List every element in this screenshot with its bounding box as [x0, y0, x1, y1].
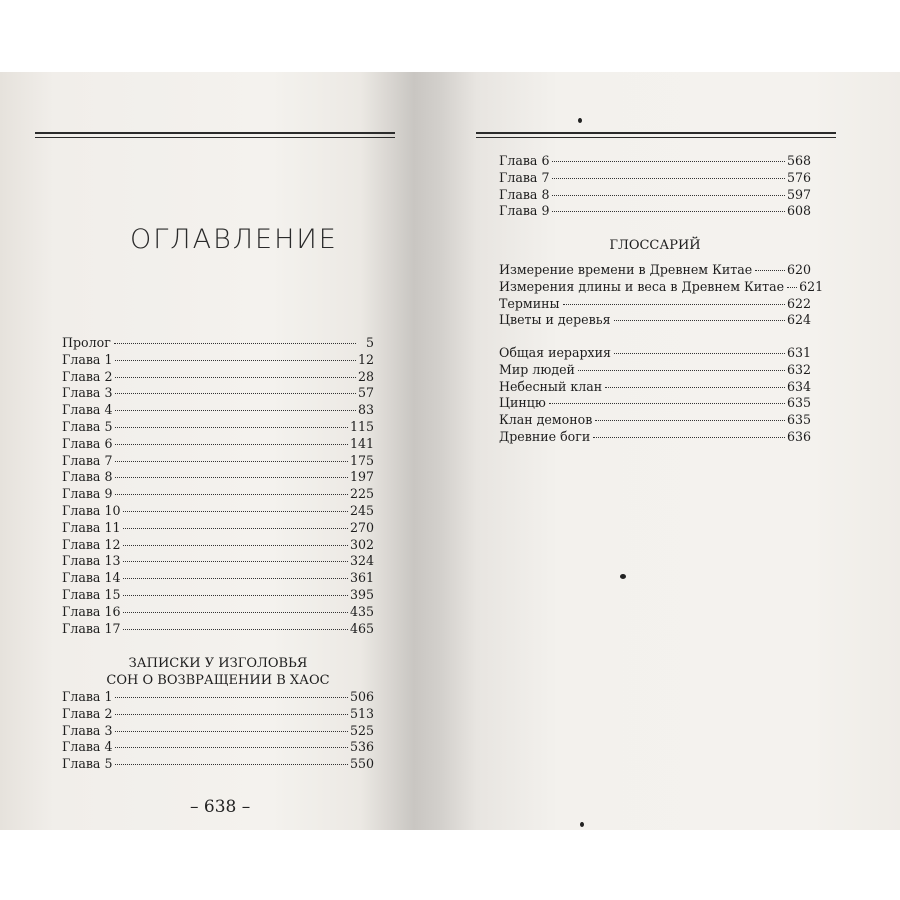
toc-entry-label: Глава 16 [62, 603, 121, 619]
toc-entry-label: Цинцю [499, 395, 546, 411]
dot-leader [552, 178, 784, 179]
toc-entry [62, 689, 374, 706]
toc-entry-label: Глава 3 [62, 385, 113, 401]
dot-leader [605, 387, 785, 388]
toc-entry-label: Глава 9 [499, 203, 550, 219]
hierarchy-list [499, 345, 811, 446]
toc-entry-page: 5 [365, 335, 374, 350]
toc-entry-label: Глава 15 [62, 586, 121, 602]
toc-main-list [62, 335, 374, 637]
toc-entry-label: Глава 17 [62, 620, 121, 636]
toc-entry [62, 756, 374, 773]
toc-entry-page: 361 [349, 570, 374, 586]
dot-leader [115, 697, 347, 698]
toc-entry-label: Глава 13 [62, 553, 121, 569]
dot-leader [115, 360, 356, 361]
toc-entry [62, 503, 374, 520]
toc-entry-page: 634 [786, 378, 811, 394]
toc-entry-page: 12 [357, 351, 374, 367]
page-number: – 638 – [190, 797, 251, 817]
toc-entry [62, 739, 374, 756]
dot-leader [115, 444, 347, 445]
toc-entry [62, 436, 374, 453]
glossary-heading: ГЛОССАРИЙ [609, 238, 701, 253]
toc-entry [499, 278, 824, 296]
paper-speck [580, 822, 584, 827]
toc-entry [499, 395, 811, 412]
dot-leader [115, 477, 347, 478]
toc-entry-page: 197 [349, 469, 374, 485]
dot-leader [123, 545, 347, 546]
toc-entry [62, 335, 374, 352]
dot-leader [593, 437, 785, 438]
dot-leader [115, 377, 356, 378]
toc-entry-page: 435 [349, 603, 374, 619]
toc-entry [499, 412, 811, 429]
toc-entry-label: Глава 8 [499, 186, 550, 202]
toc-entry [62, 385, 374, 402]
dot-leader [787, 287, 797, 288]
glossary-list [499, 262, 824, 329]
paper-speck [620, 574, 626, 579]
toc-entry-label: Пролог [62, 335, 111, 350]
toc-entry-page: 622 [786, 295, 811, 311]
toc-entry-page: 57 [357, 385, 374, 401]
toc-entry [499, 203, 811, 220]
toc-entry-label: Измерение времени в Древнем Китае [499, 262, 753, 277]
toc-entry [62, 352, 374, 369]
page-title: ОГЛАВЛЕНИЕ [130, 224, 338, 255]
toc-entry-label: Глава 7 [62, 452, 113, 468]
toc-entry-label: Глава 14 [62, 570, 121, 586]
toc-entry-label: Глава 9 [62, 486, 113, 502]
toc-entry [62, 621, 374, 638]
toc-entry-label: Глава 2 [62, 705, 113, 721]
dot-leader [115, 764, 347, 765]
left-header-rule [35, 132, 395, 134]
toc-entry-label: Глава 8 [62, 469, 113, 485]
toc-entry-page: 395 [349, 586, 374, 602]
toc-entry-page: 568 [786, 153, 811, 168]
dot-leader [552, 161, 784, 162]
toc-entry-page: 621 [799, 278, 824, 294]
toc-continued-list [499, 153, 811, 220]
toc-entry-label: Термины [499, 295, 560, 311]
toc-entry [62, 486, 374, 503]
toc-entry-page: 83 [357, 402, 374, 418]
dot-leader [755, 270, 785, 271]
dot-leader [115, 427, 347, 428]
toc-entry-page: 550 [349, 756, 374, 772]
dot-leader [123, 595, 347, 596]
toc-entry-label: Глава 5 [62, 756, 113, 772]
toc-entry [499, 379, 811, 396]
toc-entry-page: 635 [786, 412, 811, 428]
toc-entry [62, 469, 374, 486]
dot-leader [552, 211, 784, 212]
toc-entry-label: Глава 10 [62, 502, 121, 518]
dot-leader [595, 420, 785, 421]
toc-entry [499, 362, 811, 379]
toc-entry-label: Клан демонов [499, 412, 593, 428]
toc-entry-page: 536 [349, 739, 374, 755]
toc-entry [62, 369, 374, 386]
toc-entry-label: Глава 5 [62, 418, 113, 434]
toc-entry-page: 597 [786, 186, 811, 202]
toc-entry-page: 115 [349, 418, 374, 434]
dot-leader [123, 561, 347, 562]
toc-entry [62, 570, 374, 587]
toc-entry [62, 553, 374, 570]
toc-entry [499, 187, 811, 204]
section-heading-2: СОН О ВОЗВРАЩЕНИИ В ХАОС [106, 673, 330, 688]
toc-entry-page: 175 [349, 452, 374, 468]
toc-entry-page: 620 [786, 262, 811, 277]
toc-entry [62, 706, 374, 723]
dot-leader [123, 578, 347, 579]
toc-entry-page: 631 [786, 345, 811, 360]
toc-entry-label: Глава 3 [62, 722, 113, 738]
toc-entry-label: Древние боги [499, 428, 591, 444]
dot-leader [549, 403, 785, 404]
toc-entry-page: 141 [349, 435, 374, 451]
toc-entry-label: Глава 6 [62, 435, 113, 451]
dot-leader [123, 629, 347, 630]
toc-entry [499, 296, 811, 313]
toc-entry [62, 537, 374, 554]
dot-leader [115, 393, 356, 394]
toc-entry [62, 723, 374, 740]
toc-entry-page: 513 [349, 705, 374, 721]
dot-leader [115, 731, 347, 732]
dot-leader [115, 747, 347, 748]
toc-entry-label: Небесный клан [499, 378, 603, 394]
dot-leader [115, 410, 356, 411]
dot-leader [114, 343, 356, 344]
toc-entry-label: Глава 1 [62, 689, 113, 704]
toc-entry [499, 153, 811, 170]
toc-entry [62, 453, 374, 470]
toc-entry-label: Глава 6 [499, 153, 550, 168]
dot-leader [552, 195, 784, 196]
toc-entry-page: 28 [357, 368, 374, 384]
toc-entry-page: 635 [786, 395, 811, 411]
toc-entry-page: 525 [349, 722, 374, 738]
section-heading-1: ЗАПИСКИ У ИЗГОЛОВЬЯ [128, 656, 308, 671]
toc-entry [62, 402, 374, 419]
dot-leader [123, 612, 347, 613]
toc-entry-label: Глава 7 [499, 169, 550, 185]
toc-entry-page: 632 [786, 361, 811, 377]
toc-entry-label: Глава 1 [62, 351, 113, 367]
dot-leader [115, 714, 347, 715]
toc-entry-page: 465 [349, 620, 374, 636]
toc-entry [499, 429, 811, 446]
toc-entry-page: 636 [786, 428, 811, 444]
toc-entry [499, 312, 811, 329]
toc-entry [62, 419, 374, 436]
dot-leader [563, 304, 785, 305]
toc-entry-label: Глава 4 [62, 402, 113, 418]
toc-section-list [62, 689, 374, 773]
dot-leader [614, 320, 785, 321]
dot-leader [123, 528, 347, 529]
toc-entry [499, 262, 811, 279]
toc-entry-label: Мир людей [499, 361, 575, 377]
paper-speck [578, 118, 582, 123]
toc-entry [62, 604, 374, 621]
toc-entry [499, 170, 811, 187]
toc-entry [62, 587, 374, 604]
dot-leader [578, 370, 785, 371]
toc-entry-label: Глава 12 [62, 536, 121, 552]
toc-entry-label: Общая иерархия [499, 345, 611, 360]
toc-entry-page: 506 [349, 689, 374, 704]
toc-entry-page: 270 [349, 519, 374, 535]
toc-entry-label: Глава 2 [62, 368, 113, 384]
toc-entry-page: 245 [349, 502, 374, 518]
toc-entry-label: Глава 4 [62, 739, 113, 755]
toc-entry-label: Измерения длины и веса в Древнем Китае [499, 278, 785, 294]
toc-entry-page: 608 [786, 203, 811, 219]
toc-entry-label: Цветы и деревья [499, 312, 611, 328]
dot-leader [123, 511, 347, 512]
right-header-rule [476, 132, 836, 134]
toc-entry-label: Глава 11 [62, 519, 121, 535]
toc-entry-page: 576 [786, 169, 811, 185]
toc-entry-page: 624 [786, 312, 811, 328]
toc-entry [499, 345, 811, 362]
toc-entry-page: 225 [349, 486, 374, 502]
toc-entry-page: 324 [349, 553, 374, 569]
dot-leader [115, 461, 347, 462]
toc-entry [62, 520, 374, 537]
dot-leader [115, 494, 347, 495]
dot-leader [614, 353, 785, 354]
toc-entry-page: 302 [349, 536, 374, 552]
